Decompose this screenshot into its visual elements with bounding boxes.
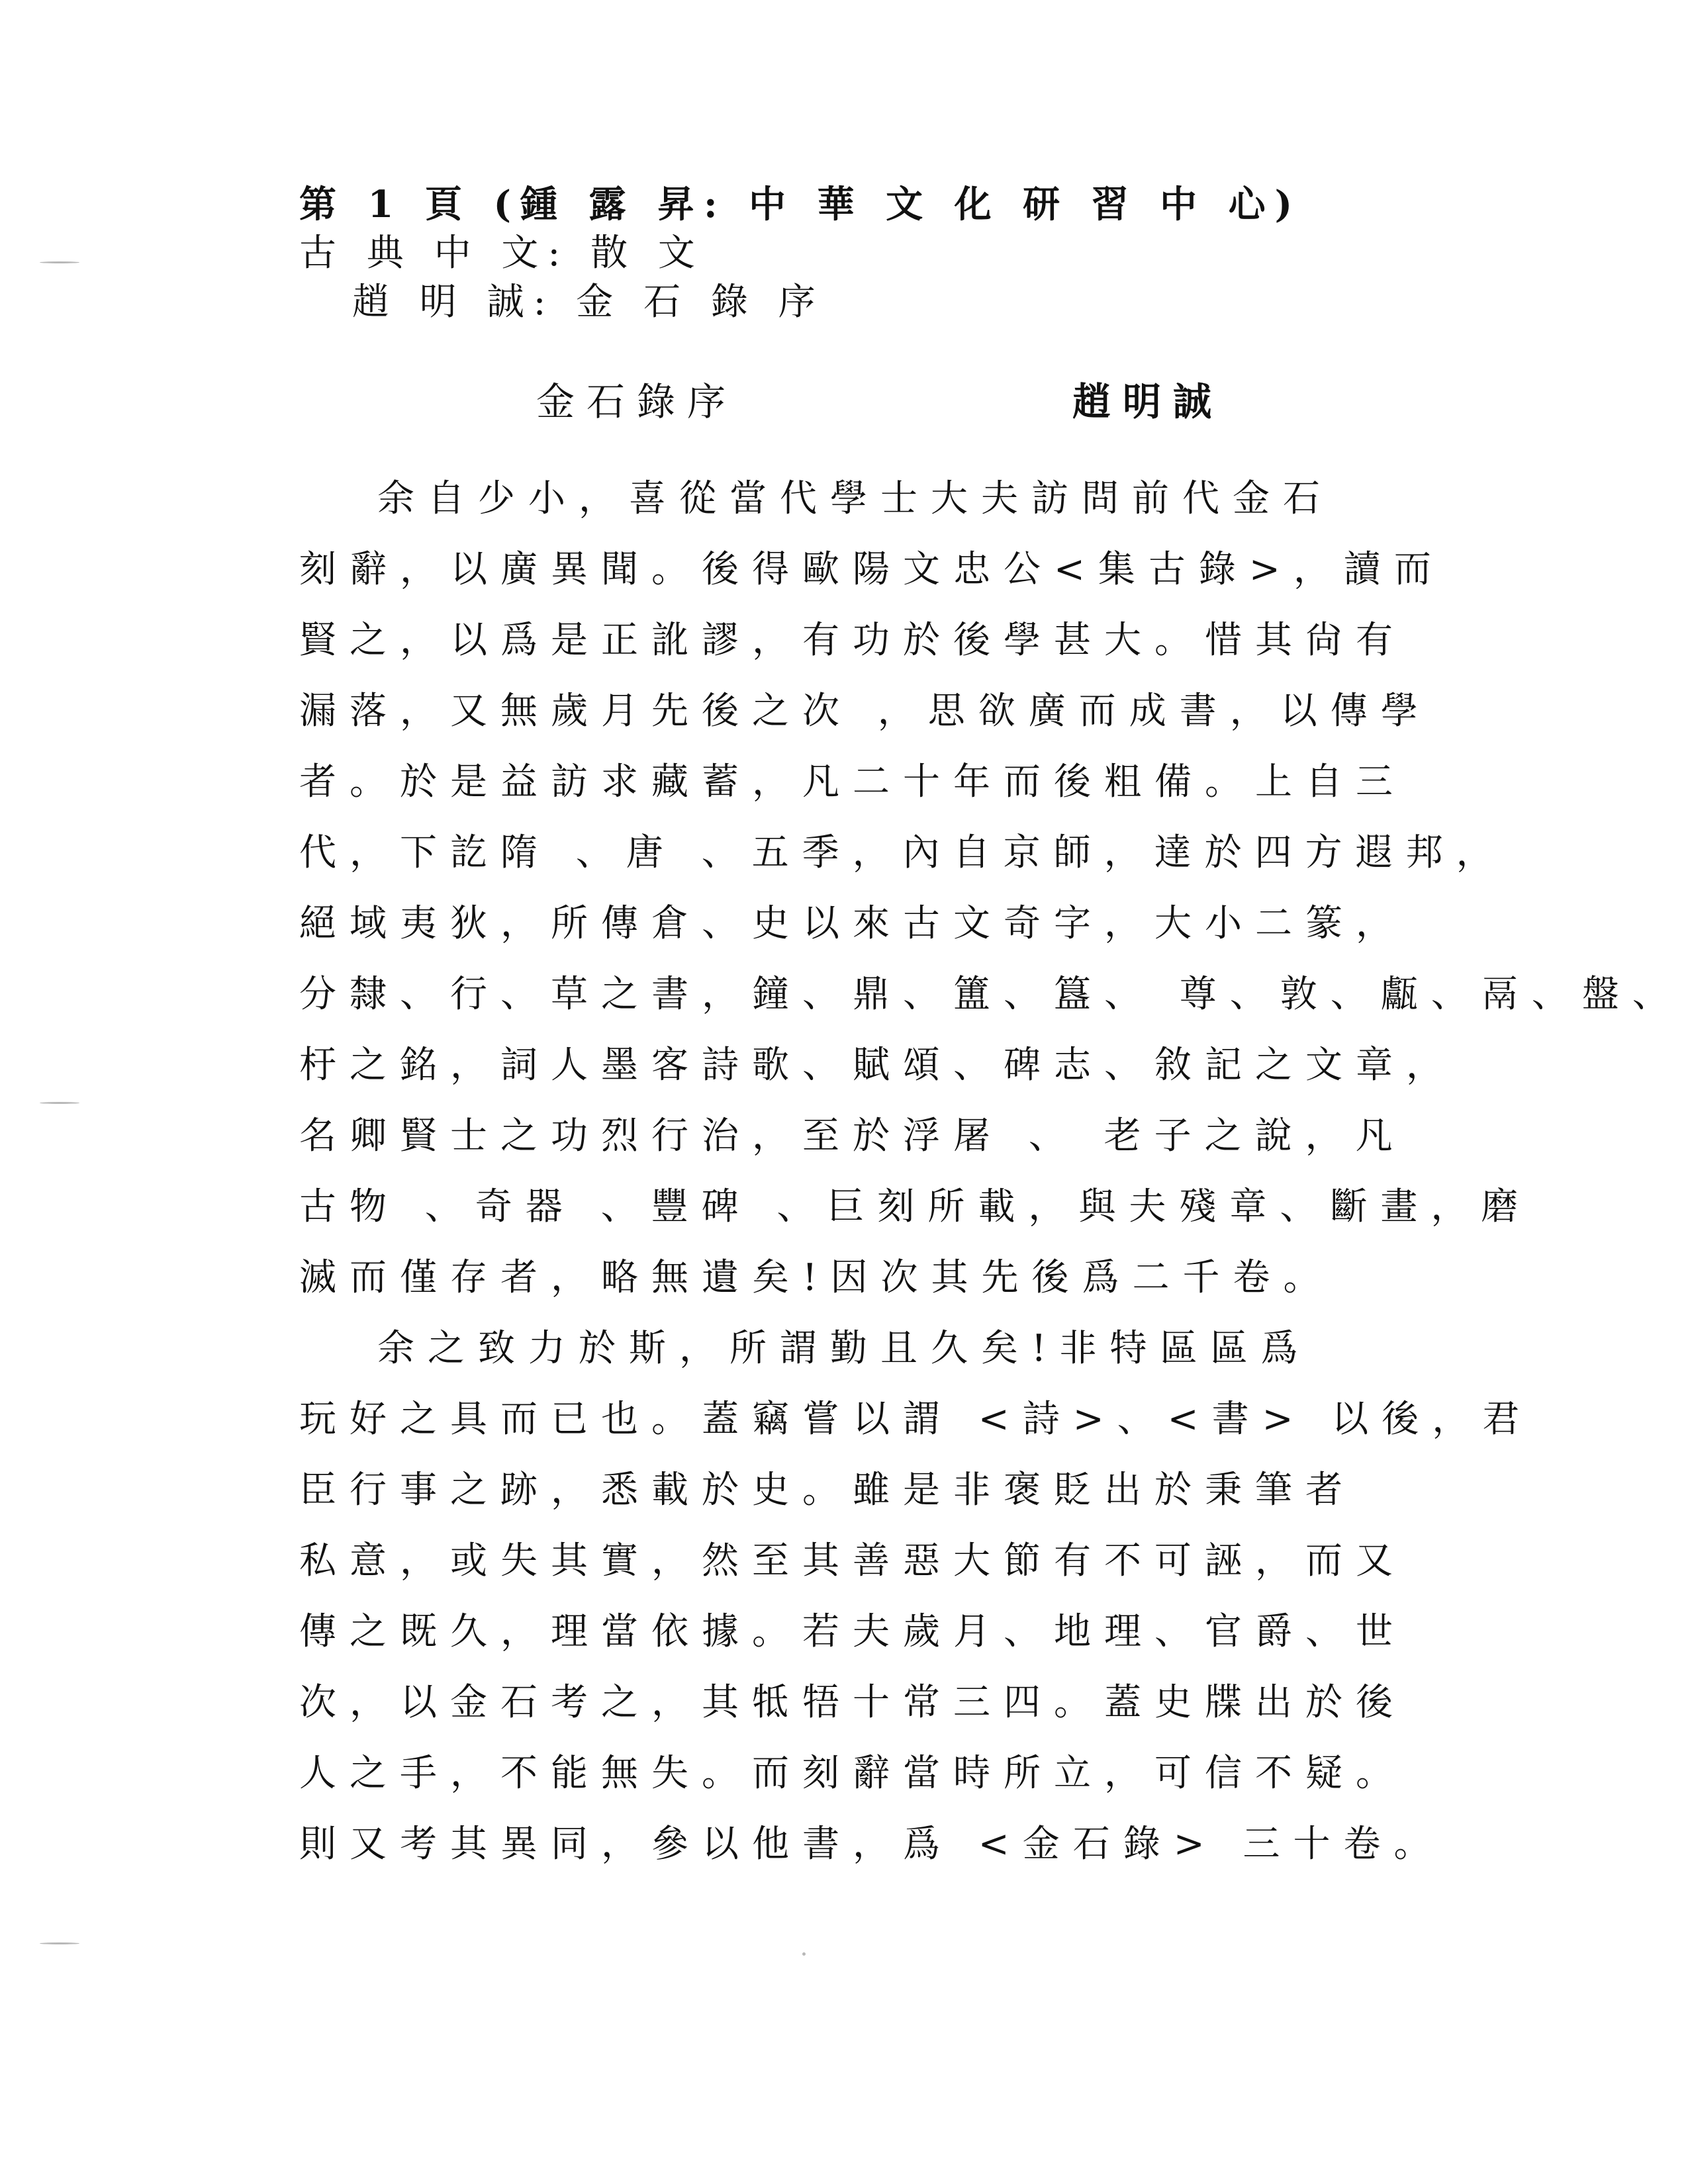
paragraph-1-line: 絕域夷狄，所傳倉、史以來古文奇字，大小二篆， [299, 902, 1406, 945]
paragraph-1-line: 余自少小，喜從當代學士大夫訪問前代金石 [377, 477, 1333, 520]
paragraph-1-line: 分隸、行、草之書，鐘、鼎、簠、簋、 尊、敦、甗、鬲、盤、 [299, 973, 1683, 1016]
header-course: 古 典 中 文: 散 文 [299, 232, 704, 275]
paragraph-2-line: 玩好之具而已也。蓋竊嘗以謂 <詩>、<書> 以後，君 [299, 1398, 1533, 1441]
header-page-info: 第 1 頁 (鍾 露 昇: 中 華 文 化 研 習 中 心) [299, 183, 1302, 226]
paragraph-1-line: 古物 、奇器 、豐碑 、巨刻所載，與夫殘章、斷畫，磨 [299, 1185, 1532, 1228]
paragraph-1-line: 刻辭，以廣異聞。後得歐陽文忠公<集古錄>，讀而 [299, 548, 1444, 591]
paragraph-2-line: 余之致力於斯，所謂勤且久矣!非特區區爲 [377, 1327, 1311, 1370]
paragraph-1-line: 代，下訖隋 、唐 、五季，內自京師，達於四方遐邦， [299, 831, 1507, 874]
scan-speck [40, 1942, 79, 1944]
paragraph-1-line: 杅之銘，詞人墨客詩歌、賦頌、碑志、敘記之文章， [299, 1044, 1456, 1087]
paragraph-2-line: 次，以金石考之，其牴牾十常三四。蓋史牒出於後 [299, 1681, 1406, 1724]
paragraph-1-line: 漏落，又無歲月先後之次 ，思欲廣而成書，以傳學 [299, 690, 1431, 733]
header-author-work: 趙 明 誠: 金 石 錄 序 [352, 281, 825, 324]
paragraph-2-line: 臣行事之跡，悉載於史。雖是非褒貶出於秉筆者 [299, 1469, 1356, 1512]
paragraph-1-line: 名卿賢士之功烈行治，至於浮屠 、 老子之說，凡 [299, 1115, 1406, 1158]
paragraph-2-line: 人之手，不能無失。而刻辭當時所立，可信不疑。 [299, 1752, 1406, 1795]
paragraph-2-line: 傳之既久，理當依據。若夫歲月、地理、官爵、世 [299, 1610, 1406, 1653]
page-header [299, 180, 1301, 327]
paragraph-2-line: 則又考其異同，參以他書，爲 <金石錄> 三十卷。 [299, 1823, 1444, 1866]
scan-speck [40, 1102, 79, 1104]
paragraph-1-line: 滅而僅存者，略無遺矣!因次其先後爲二千卷。 [299, 1256, 1334, 1299]
paragraph-1-line: 賢之，以爲是正訛謬，有功於後學甚大。惜其尙有 [299, 619, 1406, 662]
essay-body [299, 463, 1683, 1880]
scan-speck [40, 261, 79, 263]
essay-title: 金石錄序 [536, 379, 738, 424]
scan-speck [802, 1952, 806, 1956]
essay-author: 趙明誠 [1072, 379, 1224, 424]
paragraph-2-line: 私意，或失其實，然至其善惡大節有不可誣，而又 [299, 1539, 1406, 1582]
paragraph-1-line: 者。於是益訪求藏蓄，凡二十年而後粗備。上自三 [299, 760, 1406, 803]
